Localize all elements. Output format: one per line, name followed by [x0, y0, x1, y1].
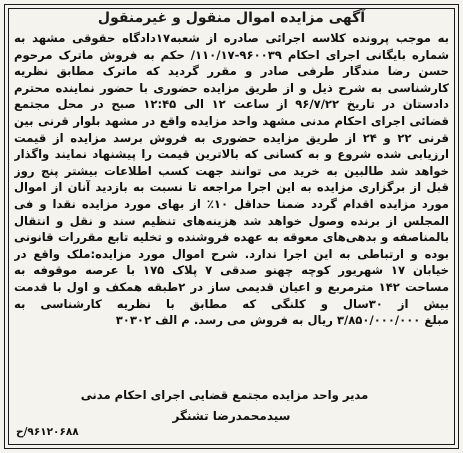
notice-line: ارزیابی شده شروع و به کسانی که بالاترین قیمت را پیشنهاد نمایند واگذار [14, 147, 449, 162]
notice-line: بالمناصفه و بدهی‌های معوقه به عهده فروشنده و تخلیه تابع مقررات قانونی [14, 230, 449, 245]
notice-line: مورد مزایده اقدام گردد ضمنا حداقل ۱۰٪ از بهای مورد مزایده نقدا و فی [14, 196, 449, 211]
reference-number: ۹۶۱۲۰۶۸۸/ح [16, 426, 79, 438]
notice-line: قضائی اجرای احکام مدنی مشهد واحد مزایده واقع در مشهد بلوار قرنی بین [14, 113, 449, 128]
signature-name: سیدمحمدرضا تشنگر [172, 409, 291, 423]
notice-body [14, 30, 449, 355]
notice-line: المجلس از برنده وصول خواهد شد هزینه‌های تنظیم سند و نقل و انتقال [14, 213, 449, 228]
notice-line: قبل از برگزاری مزایده به این اجرا مراجعه تا نسبت به بازدید آنان از اموال [14, 180, 449, 195]
notice-line: خواهد شد طالبین به خرید می توانند جهت کسب اطلاعات بیشتر پنج روز [14, 163, 449, 178]
notice-line: بوده و ارتباطی به این اجرا ندارد. شرح اموال مورد مزایده:ملک واقع در [14, 246, 449, 261]
notice-line: خیابان ۱۷ شهریور کوچه چهنو صدقی ۷ پلاک ۱۷۵ با عرصه موقوفه به [14, 263, 449, 278]
notice-line: مساحت ۱۴۲ مترمربع و اعیان قدیمی ساز در ۲طبقه همکف و اول با قدمت [14, 279, 449, 294]
notice-line: دادستان در تاریخ ۹۶/۷/۲۲ از ساعت ۱۲ الی ۱۲:۴۵ صبح در محل مجتمع [14, 97, 449, 112]
notice-line: کارشناسی به شرح ذیل و از طریق مزایده حضوری با حضور نماینده محترم [14, 80, 449, 95]
notice-line: حسن رضا مندگار طرفی صادر و مقرر گردید که ماترک مطابق نظریه [14, 64, 449, 79]
notice-line: شماره بایگانی اجرای احکام ۹۶۰۰۳۹-۱۱۰/۱۷/ حکم به فروش ماترک مرحوم [14, 47, 449, 62]
notice-line: قرنی ۲۲ و ۲۴ از طریق مزایده حضوری به فروش برسد مزایده از قیمت [14, 130, 449, 145]
signature-title: مدیر واحد مزایده مجتمع قضایی اجرای احکام مدنی [80, 388, 369, 402]
notice-line: به موجب پرونده کلاسه اجرائی صادره از شعبه۱۷دادگاه حقوقی مشهد به [14, 31, 449, 45]
notice-line: بیش از ۳۰سال و کلنگی که مطابق با نظریه کارشناسی به [14, 296, 449, 311]
notice-line: مبلغ ۳/۸۵۰/۰۰۰/۰۰۰ ریال به فروش می رسد. م الف ۳۰۳۰۲ [115, 313, 449, 328]
notice-title: آگهی مزایده اموال منقول و غیرمنقول [97, 10, 366, 26]
